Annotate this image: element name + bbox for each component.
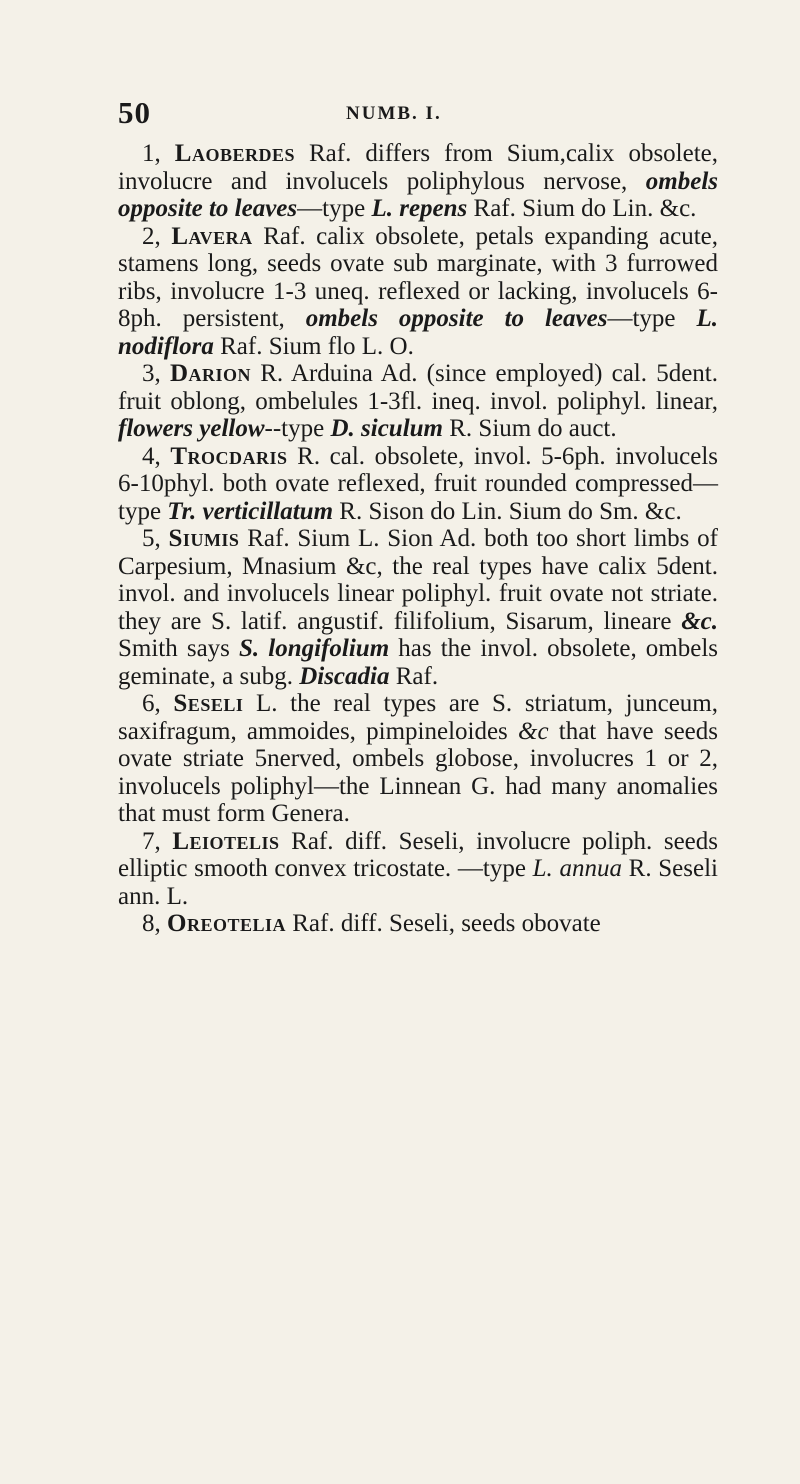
page-number: 50	[118, 95, 151, 130]
genus-name: Trocdaris	[170, 442, 288, 470]
genus-entry-5: 5, Siumis Raf. Sium L. Sion Ad. both too short limbs of Carpesium, Mnasium &c, the real types have calix 5dent. invol. and involucels linear poliphyl. fruit ovate not striate. they are S. latif. angustif. filifolium, Sisarum, lineare &c. Smith says S. longifolium has the invol. obsolete, ombels geminate, a subg. Discadia Raf.	[118, 525, 719, 690]
genus-name: Seseli	[173, 690, 244, 717]
genus-entry-8: 8, Oreotelia Raf. diff. Seseli, seeds obovate	[142, 910, 601, 937]
genus-entry-7: 7, Leiotelis Raf. diff. Seseli, involucre poliph. seeds elliptic smooth convex tricostate. —type L. annua R. Seseli ann. L.	[118, 827, 718, 910]
genus-name: Siumis	[168, 525, 240, 552]
genus-name: Oreotelia	[167, 910, 286, 937]
running-head: NUMB. I.	[346, 103, 442, 124]
page-header	[0, 95, 800, 135]
body-text	[118, 140, 718, 938]
genus-name: Darion	[169, 360, 251, 387]
genus-name: Laoberdes	[174, 140, 295, 167]
genus-entry-1: 1, Laoberdes Raf. differs from Sium,calix obsolete, involucre and involucels poliphylous nervose, ombels opposite to leaves—type L. repens Raf. Sium do Lin. &c.	[118, 140, 719, 222]
genus-entry-3: 3, Darion R. Arduina Ad. (since employed) cal. 5dent. fruit oblong, ombelules 1-3fl. ineq. invol. poliphyl. linear, flowers yellow--type D. siculum R. Sium do auct.	[118, 360, 718, 442]
genus-name: Lavera	[171, 222, 253, 250]
genus-name: Leiotelis	[172, 827, 280, 855]
genus-entry-4: 4, Trocdaris R. cal. obsolete, invol. 5-6ph. involucels 6-10phyl. both ovate reflexed, fruit rounded compressed—type Tr. verticillatum R. Sison do Lin. Sium do Sm. &c.	[118, 442, 719, 525]
genus-entry-2: 2, Lavera Raf. calix obsolete, petals expanding acute, stamens long, seeds ovate sub marginate, with 3 furrowed ribs, involucre 1-3 uneq. reflexed or lacking, involucels 6-8ph. persistent, ombels opposite to leaves—type L. nodiflora Raf. Sium flo L. O.	[118, 222, 719, 360]
genus-entry-6: 6, Seseli L. the real types are S. striatum, junceum, saxifragum, ammoides, pimpineloides &c that have seeds ovate striate 5nerved, ombels globose, involucres 1 or 2, involucels poliphyl—the Linnean G. had many anomalies that must form Genera.	[118, 690, 718, 827]
